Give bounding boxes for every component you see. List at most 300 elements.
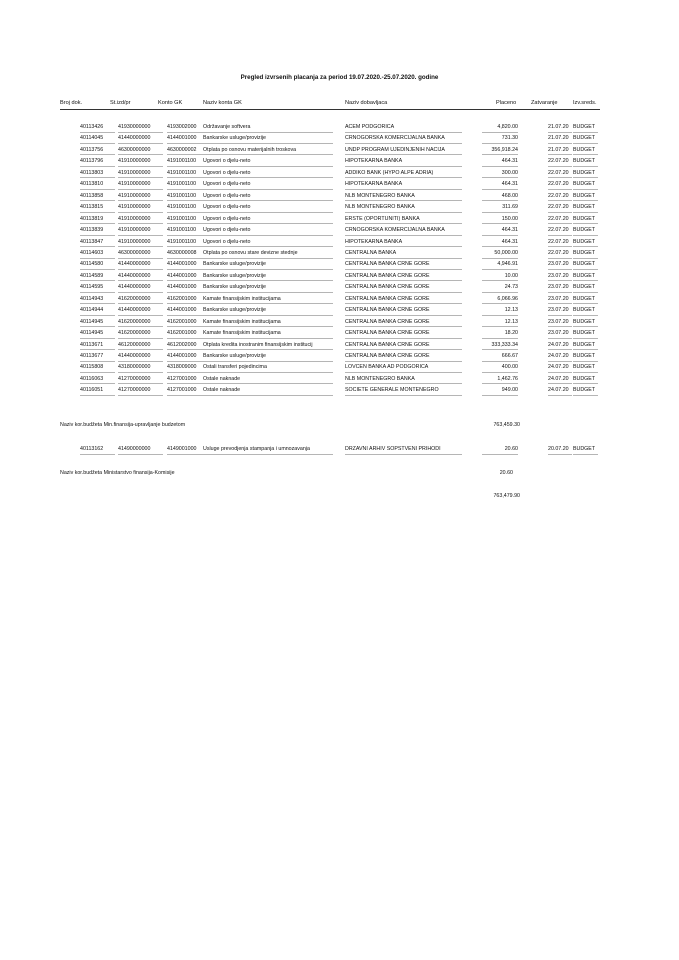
cell-underline (345, 292, 462, 293)
cell-naziv-konta: Otplata po osnovu materijalnih troskova (203, 146, 297, 153)
cell-broj-dok: 40113162 (80, 446, 104, 452)
cell-underline (548, 338, 572, 339)
cell-broj-dok: 40113677 (80, 353, 104, 359)
cell-zatvaranje: 22.07.20 (548, 192, 569, 199)
cell-underline (548, 292, 572, 293)
table-row (0, 445, 679, 456)
cell-zatvaranje: 22.07.20 (548, 169, 569, 176)
cell-zatvaranje: 23.07.20 (548, 307, 569, 314)
cell-underline (548, 454, 572, 455)
table-row (0, 375, 679, 386)
cell-underline (482, 292, 518, 293)
cell-underline (548, 383, 572, 384)
cell-st-izd-pr: 41910000000 (118, 227, 151, 234)
cell-underline (345, 132, 462, 133)
cell-naziv-dobavljaca: ERSTE (OPORTUNITI) BANKA (345, 215, 420, 222)
cell-underline (573, 223, 598, 224)
table-row (0, 123, 679, 134)
cell-underline (167, 223, 333, 224)
cell-naziv-konta: Bankarske usluge/provizije (203, 284, 267, 291)
cell-broj-dok: 40115808 (80, 364, 104, 371)
cell-konto-gk: 4612002000 (167, 341, 197, 348)
table-row (0, 329, 679, 340)
cell-underline (482, 189, 518, 190)
cell-naziv-konta: Kamate finansijskim institucijama (203, 318, 281, 325)
cell-underline (345, 303, 462, 304)
cell-underline (167, 212, 333, 213)
cell-broj-dok: 40114589 (80, 272, 104, 279)
cell-underline (118, 258, 163, 259)
cell-broj-dok: 40113815 (80, 204, 104, 211)
cell-underline (573, 235, 598, 236)
cell-underline (167, 349, 333, 350)
cell-naziv-konta: Ostale naknade (203, 387, 241, 394)
cell-underline (80, 269, 115, 270)
cell-st-izd-pr: 41910000000 (118, 158, 151, 165)
table-row (0, 386, 679, 397)
cell-underline (118, 383, 163, 384)
cell-underline (345, 395, 462, 396)
table-row (0, 249, 679, 260)
cell-st-izd-pr: 41440000000 (118, 272, 151, 279)
cell-naziv-konta: Otplata po osnovu stare devizne stednje (203, 249, 298, 256)
cell-underline (573, 212, 598, 213)
cell-underline (482, 303, 518, 304)
cell-underline (80, 177, 115, 178)
cell-underline (345, 454, 462, 455)
table-row (0, 146, 679, 157)
header-broj-dok: Broj dok. (60, 100, 83, 106)
cell-underline (80, 454, 115, 455)
cell-placeno: 12.13 (504, 318, 518, 325)
cell-placeno: 6,066.96 (497, 295, 518, 302)
cell-izv-sreds: BUDGET (573, 169, 596, 176)
cell-placeno: 400.00 (501, 364, 518, 371)
cell-underline (167, 395, 333, 396)
cell-underline (80, 143, 115, 144)
cell-underline (80, 303, 115, 304)
cell-underline (345, 212, 462, 213)
cell-naziv-dobavljaca: NLB MONTENEGRO BANKA (345, 192, 415, 199)
cell-placeno: 1,462.76 (497, 375, 518, 382)
cell-underline (573, 154, 598, 155)
cell-underline (548, 200, 572, 201)
cell-naziv-dobavljaca: NLB MONTENEGRO BANKA (345, 375, 415, 382)
cell-underline (167, 246, 333, 247)
cell-underline (345, 383, 462, 384)
cell-underline (345, 349, 462, 350)
cell-konto-gk: 4191001100 (167, 181, 197, 188)
cell-konto-gk: 4191001100 (167, 215, 197, 222)
cell-underline (80, 212, 115, 213)
cell-underline (167, 143, 333, 144)
header-konto-gk: Konto GK (158, 100, 183, 106)
cell-st-izd-pr: 41910000000 (118, 169, 151, 176)
cell-placeno: 464.31 (501, 238, 518, 245)
cell-konto-gk: 4144001000 (167, 353, 197, 359)
cell-underline (118, 235, 163, 236)
cell-konto-gk: 4162001000 (167, 330, 197, 337)
cell-broj-dok: 40113810 (80, 181, 104, 188)
cell-konto-gk: 4144001000 (167, 284, 197, 291)
cell-underline (482, 258, 518, 259)
cell-underline (167, 326, 333, 327)
cell-underline (548, 246, 572, 247)
cell-naziv-konta: Ugovori o djelu-neto (203, 169, 251, 176)
cell-underline (118, 372, 163, 373)
cell-underline (482, 223, 518, 224)
cell-underline (118, 154, 163, 155)
cell-zatvaranje: 20.07.20 (548, 446, 569, 452)
cell-underline (118, 349, 163, 350)
table-row (0, 341, 679, 352)
table-row (0, 180, 679, 191)
table-row (0, 363, 679, 374)
cell-placeno: 356,918.24 (491, 146, 518, 153)
grand-total-value: 763,479.90 (493, 493, 520, 499)
cell-konto-gk: 4144001000 (167, 307, 197, 314)
cell-placeno: 666.67 (501, 353, 518, 359)
cell-underline (482, 349, 518, 350)
cell-broj-dok: 40114945 (80, 318, 104, 325)
cell-konto-gk: 4191001100 (167, 192, 197, 199)
cell-zatvaranje: 24.07.20 (548, 353, 569, 359)
cell-broj-dok: 40113839 (80, 227, 104, 234)
table-row (0, 295, 679, 306)
cell-underline (167, 258, 333, 259)
cell-konto-gk: 4630000008 (167, 249, 197, 256)
cell-zatvaranje: 22.07.20 (548, 227, 569, 234)
cell-underline (167, 177, 333, 178)
cell-underline (345, 315, 462, 316)
cell-naziv-konta: Bankarske usluge/provizije (203, 135, 267, 142)
cell-naziv-dobavljaca: CENTRALNA BANKA CRNE GORE (345, 284, 430, 291)
cell-st-izd-pr: 46300000000 (118, 249, 151, 256)
cell-naziv-konta: Ostale naknade (203, 375, 241, 382)
cell-underline (80, 338, 115, 339)
cell-konto-gk: 4162001000 (167, 295, 197, 302)
cell-izv-sreds: BUDGET (573, 146, 596, 153)
cell-broj-dok: 40114943 (80, 295, 104, 302)
cell-placeno: 464.31 (501, 227, 518, 234)
cell-underline (80, 383, 115, 384)
cell-naziv-dobavljaca: CENTRALNA BANKA CRNE GORE (345, 272, 430, 279)
cell-underline (573, 132, 598, 133)
cell-zatvaranje: 22.07.20 (548, 204, 569, 211)
cell-broj-dok: 40113803 (80, 169, 104, 176)
cell-st-izd-pr: 46120000000 (118, 341, 151, 348)
cell-zatvaranje: 21.07.20 (548, 124, 569, 130)
cell-broj-dok: 40116051 (80, 387, 104, 394)
cell-underline (548, 303, 572, 304)
cell-placeno: 311.69 (502, 204, 518, 211)
cell-underline (482, 338, 518, 339)
cell-konto-gk: 4318009000 (167, 364, 197, 371)
cell-underline (573, 200, 598, 201)
cell-underline (573, 326, 598, 327)
table-row (0, 318, 679, 329)
cell-underline (167, 280, 333, 281)
cell-underline (80, 200, 115, 201)
section-1-total-label: Naziv kor.budžeta Min.finansija-upravljanje budzetom (60, 422, 186, 428)
cell-underline (548, 372, 572, 373)
cell-underline (167, 200, 333, 201)
cell-naziv-konta: Bankarske usluge/provizije (203, 353, 267, 359)
cell-st-izd-pr: 41910000000 (118, 238, 151, 245)
cell-izv-sreds: BUDGET (573, 204, 596, 211)
cell-placeno: 12.13 (504, 307, 518, 314)
cell-underline (80, 315, 115, 316)
cell-konto-gk: 4162001000 (167, 318, 197, 325)
cell-broj-dok: 40114595 (80, 284, 104, 291)
cell-underline (167, 166, 333, 167)
cell-st-izd-pr: 41910000000 (118, 181, 151, 188)
cell-underline (345, 235, 462, 236)
cell-naziv-dobavljaca: HIPOTEKARNA BANKA (345, 181, 403, 188)
cell-underline (118, 395, 163, 396)
cell-konto-gk: 4127001000 (167, 375, 197, 382)
cell-underline (482, 372, 518, 373)
cell-underline (80, 395, 115, 396)
cell-placeno: 50,000.00 (494, 249, 518, 256)
cell-underline (482, 143, 518, 144)
cell-underline (573, 383, 598, 384)
cell-naziv-konta: Ugovori o djelu-neto (203, 192, 251, 199)
cell-underline (573, 338, 598, 339)
cell-zatvaranje: 24.07.20 (548, 341, 569, 348)
cell-zatvaranje: 23.07.20 (548, 272, 569, 279)
cell-izv-sreds: BUDGET (573, 158, 596, 165)
cell-naziv-konta: Bankarske usluge/provizije (203, 261, 267, 268)
cell-naziv-konta: Otplata kredita inostranim finansijskim institucij (203, 341, 313, 348)
cell-konto-gk: 4193002000 (167, 124, 197, 130)
cell-naziv-konta: Bankarske usluge/provizije (203, 272, 267, 279)
cell-underline (548, 349, 572, 350)
cell-placeno: 4,946.91 (497, 261, 518, 268)
cell-naziv-konta: Bankarske usluge/provizije (203, 307, 267, 314)
table-row (0, 215, 679, 226)
cell-underline (118, 223, 163, 224)
cell-underline (80, 166, 115, 167)
cell-underline (482, 235, 518, 236)
cell-zatvaranje: 23.07.20 (548, 261, 569, 268)
cell-underline (482, 200, 518, 201)
cell-broj-dok: 40113858 (80, 192, 104, 199)
cell-naziv-dobavljaca: ADDIKO BANK (HYPO ALPE ADRIA) (345, 169, 434, 176)
cell-naziv-dobavljaca: CENTRALNA BANKA CRNE GORE (345, 318, 430, 325)
cell-underline (345, 246, 462, 247)
cell-underline (482, 246, 518, 247)
cell-underline (167, 338, 333, 339)
cell-underline (482, 454, 518, 455)
cell-naziv-dobavljaca: NLB MONTENEGRO BANKA (345, 204, 415, 211)
cell-zatvaranje: 22.07.20 (548, 249, 569, 256)
cell-broj-dok: 40113796 (80, 158, 104, 165)
cell-broj-dok: 40114580 (80, 261, 104, 268)
cell-naziv-konta: Održavanje softvera (203, 124, 251, 130)
cell-underline (573, 292, 598, 293)
cell-izv-sreds: BUDGET (573, 341, 596, 348)
cell-izv-sreds: BUDGET (573, 318, 596, 325)
cell-naziv-konta: Ugovori o djelu-neto (203, 215, 251, 222)
cell-konto-gk: 4144001000 (167, 135, 197, 142)
cell-zatvaranje: 24.07.20 (548, 375, 569, 382)
cell-underline (80, 154, 115, 155)
cell-placeno: 4,820.00 (497, 124, 518, 130)
cell-izv-sreds: BUDGET (573, 215, 596, 222)
cell-underline (345, 258, 462, 259)
cell-underline (548, 166, 572, 167)
cell-underline (482, 395, 518, 396)
cell-underline (548, 223, 572, 224)
cell-underline (345, 177, 462, 178)
cell-zatvaranje: 21.07.20 (548, 146, 569, 153)
cell-st-izd-pr: 41910000000 (118, 215, 151, 222)
cell-underline (167, 154, 333, 155)
cell-st-izd-pr: 46300000000 (118, 146, 151, 153)
cell-konto-gk: 4191001100 (167, 204, 197, 211)
cell-izv-sreds: BUDGET (573, 295, 596, 302)
cell-naziv-konta: Ugovori o djelu-neto (203, 238, 251, 245)
cell-konto-gk: 4144001000 (167, 261, 197, 268)
cell-st-izd-pr: 41490000000 (118, 446, 151, 452)
cell-izv-sreds: BUDGET (573, 261, 596, 268)
cell-naziv-konta: Ugovori o djelu-neto (203, 227, 251, 234)
cell-zatvaranje: 24.07.20 (548, 364, 569, 371)
cell-underline (573, 246, 598, 247)
cell-underline (573, 166, 598, 167)
cell-underline (548, 326, 572, 327)
cell-underline (118, 189, 163, 190)
cell-st-izd-pr: 41440000000 (118, 307, 151, 314)
cell-underline (548, 361, 572, 362)
cell-underline (118, 143, 163, 144)
cell-underline (482, 154, 518, 155)
cell-placeno: 24.73 (504, 284, 518, 291)
section-1-total-value: 763,459.30 (493, 422, 520, 428)
cell-konto-gk: 4127001000 (167, 387, 197, 394)
cell-underline (548, 315, 572, 316)
cell-izv-sreds: BUDGET (573, 387, 596, 394)
cell-st-izd-pr: 41930000000 (118, 124, 151, 130)
header-placeno: Placeno (496, 100, 517, 106)
cell-broj-dok: 40114944 (80, 307, 104, 314)
cell-underline (167, 315, 333, 316)
cell-underline (573, 454, 598, 455)
cell-naziv-dobavljaca: CENTRALNA BANKA CRNE GORE (345, 307, 430, 314)
cell-underline (548, 235, 572, 236)
cell-izv-sreds: BUDGET (573, 284, 596, 291)
cell-underline (118, 166, 163, 167)
cell-underline (482, 361, 518, 362)
section-2-total-label: Naziv kor.budžeta Ministarstvo finansija-Komisije (60, 470, 175, 476)
cell-st-izd-pr: 41620000000 (118, 295, 151, 302)
cell-naziv-dobavljaca: CENTRALNA BANKA CRNE GORE (345, 261, 430, 268)
cell-underline (118, 338, 163, 339)
cell-izv-sreds: BUDGET (573, 307, 596, 314)
header-zatvaranje: Zatvaranje (531, 100, 558, 106)
cell-konto-gk: 4191001100 (167, 238, 197, 245)
table-row (0, 260, 679, 271)
cell-underline (80, 246, 115, 247)
cell-konto-gk: 4149001000 (167, 446, 197, 452)
cell-underline (80, 349, 115, 350)
cell-broj-dok: 40113847 (80, 238, 104, 245)
cell-underline (345, 280, 462, 281)
cell-zatvaranje: 21.07.20 (548, 135, 569, 142)
cell-underline (345, 189, 462, 190)
cell-underline (345, 361, 462, 362)
cell-underline (548, 269, 572, 270)
cell-underline (167, 235, 333, 236)
table-row (0, 134, 679, 145)
cell-konto-gk: 4191001100 (167, 169, 197, 176)
cell-underline (118, 269, 163, 270)
cell-zatvaranje: 22.07.20 (548, 158, 569, 165)
cell-placeno: 731.30 (501, 135, 518, 142)
cell-underline (118, 280, 163, 281)
cell-konto-gk: 4191001100 (167, 158, 197, 165)
cell-placeno: 10.00 (504, 272, 518, 279)
cell-naziv-konta: Kamate finansijskim institucijama (203, 295, 281, 302)
cell-underline (573, 258, 598, 259)
cell-underline (482, 280, 518, 281)
header-naziv-dobavljaca: Naziv dobavljaca (345, 100, 388, 106)
table-row (0, 226, 679, 237)
cell-underline (167, 292, 333, 293)
cell-underline (118, 212, 163, 213)
cell-izv-sreds: BUDGET (573, 364, 596, 371)
cell-izv-sreds: BUDGET (573, 181, 596, 188)
cell-underline (80, 223, 115, 224)
table-row (0, 283, 679, 294)
cell-placeno: 464.31 (501, 158, 518, 165)
cell-underline (482, 132, 518, 133)
cell-underline (548, 258, 572, 259)
cell-underline (345, 338, 462, 339)
cell-placeno: 20.60 (504, 446, 518, 452)
cell-izv-sreds: BUDGET (573, 227, 596, 234)
cell-naziv-konta: Ostali transferi pojedincima (203, 364, 267, 371)
cell-st-izd-pr: 41440000000 (118, 284, 151, 291)
cell-broj-dok: 40114945 (80, 330, 104, 337)
cell-underline (80, 372, 115, 373)
cell-placeno: 464.31 (501, 181, 518, 188)
cell-zatvaranje: 24.07.20 (548, 387, 569, 394)
cell-underline (118, 132, 163, 133)
cell-broj-dok: 40114045 (80, 135, 104, 142)
cell-naziv-dobavljaca: CENTRALNA BANKA (345, 249, 397, 256)
cell-underline (118, 454, 163, 455)
cell-broj-dok: 40113819 (80, 215, 104, 222)
cell-underline (345, 326, 462, 327)
cell-placeno: 150.00 (501, 215, 518, 222)
cell-underline (345, 154, 462, 155)
cell-underline (167, 372, 333, 373)
cell-izv-sreds: BUDGET (573, 249, 596, 256)
cell-underline (345, 372, 462, 373)
cell-zatvaranje: 23.07.20 (548, 295, 569, 302)
cell-st-izd-pr: 41910000000 (118, 192, 151, 199)
cell-underline (167, 189, 333, 190)
cell-st-izd-pr: 41620000000 (118, 330, 151, 337)
cell-underline (482, 315, 518, 316)
cell-izv-sreds: BUDGET (573, 124, 596, 130)
table-row (0, 192, 679, 203)
cell-izv-sreds: BUDGET (573, 375, 596, 382)
cell-underline (80, 235, 115, 236)
cell-underline (548, 280, 572, 281)
